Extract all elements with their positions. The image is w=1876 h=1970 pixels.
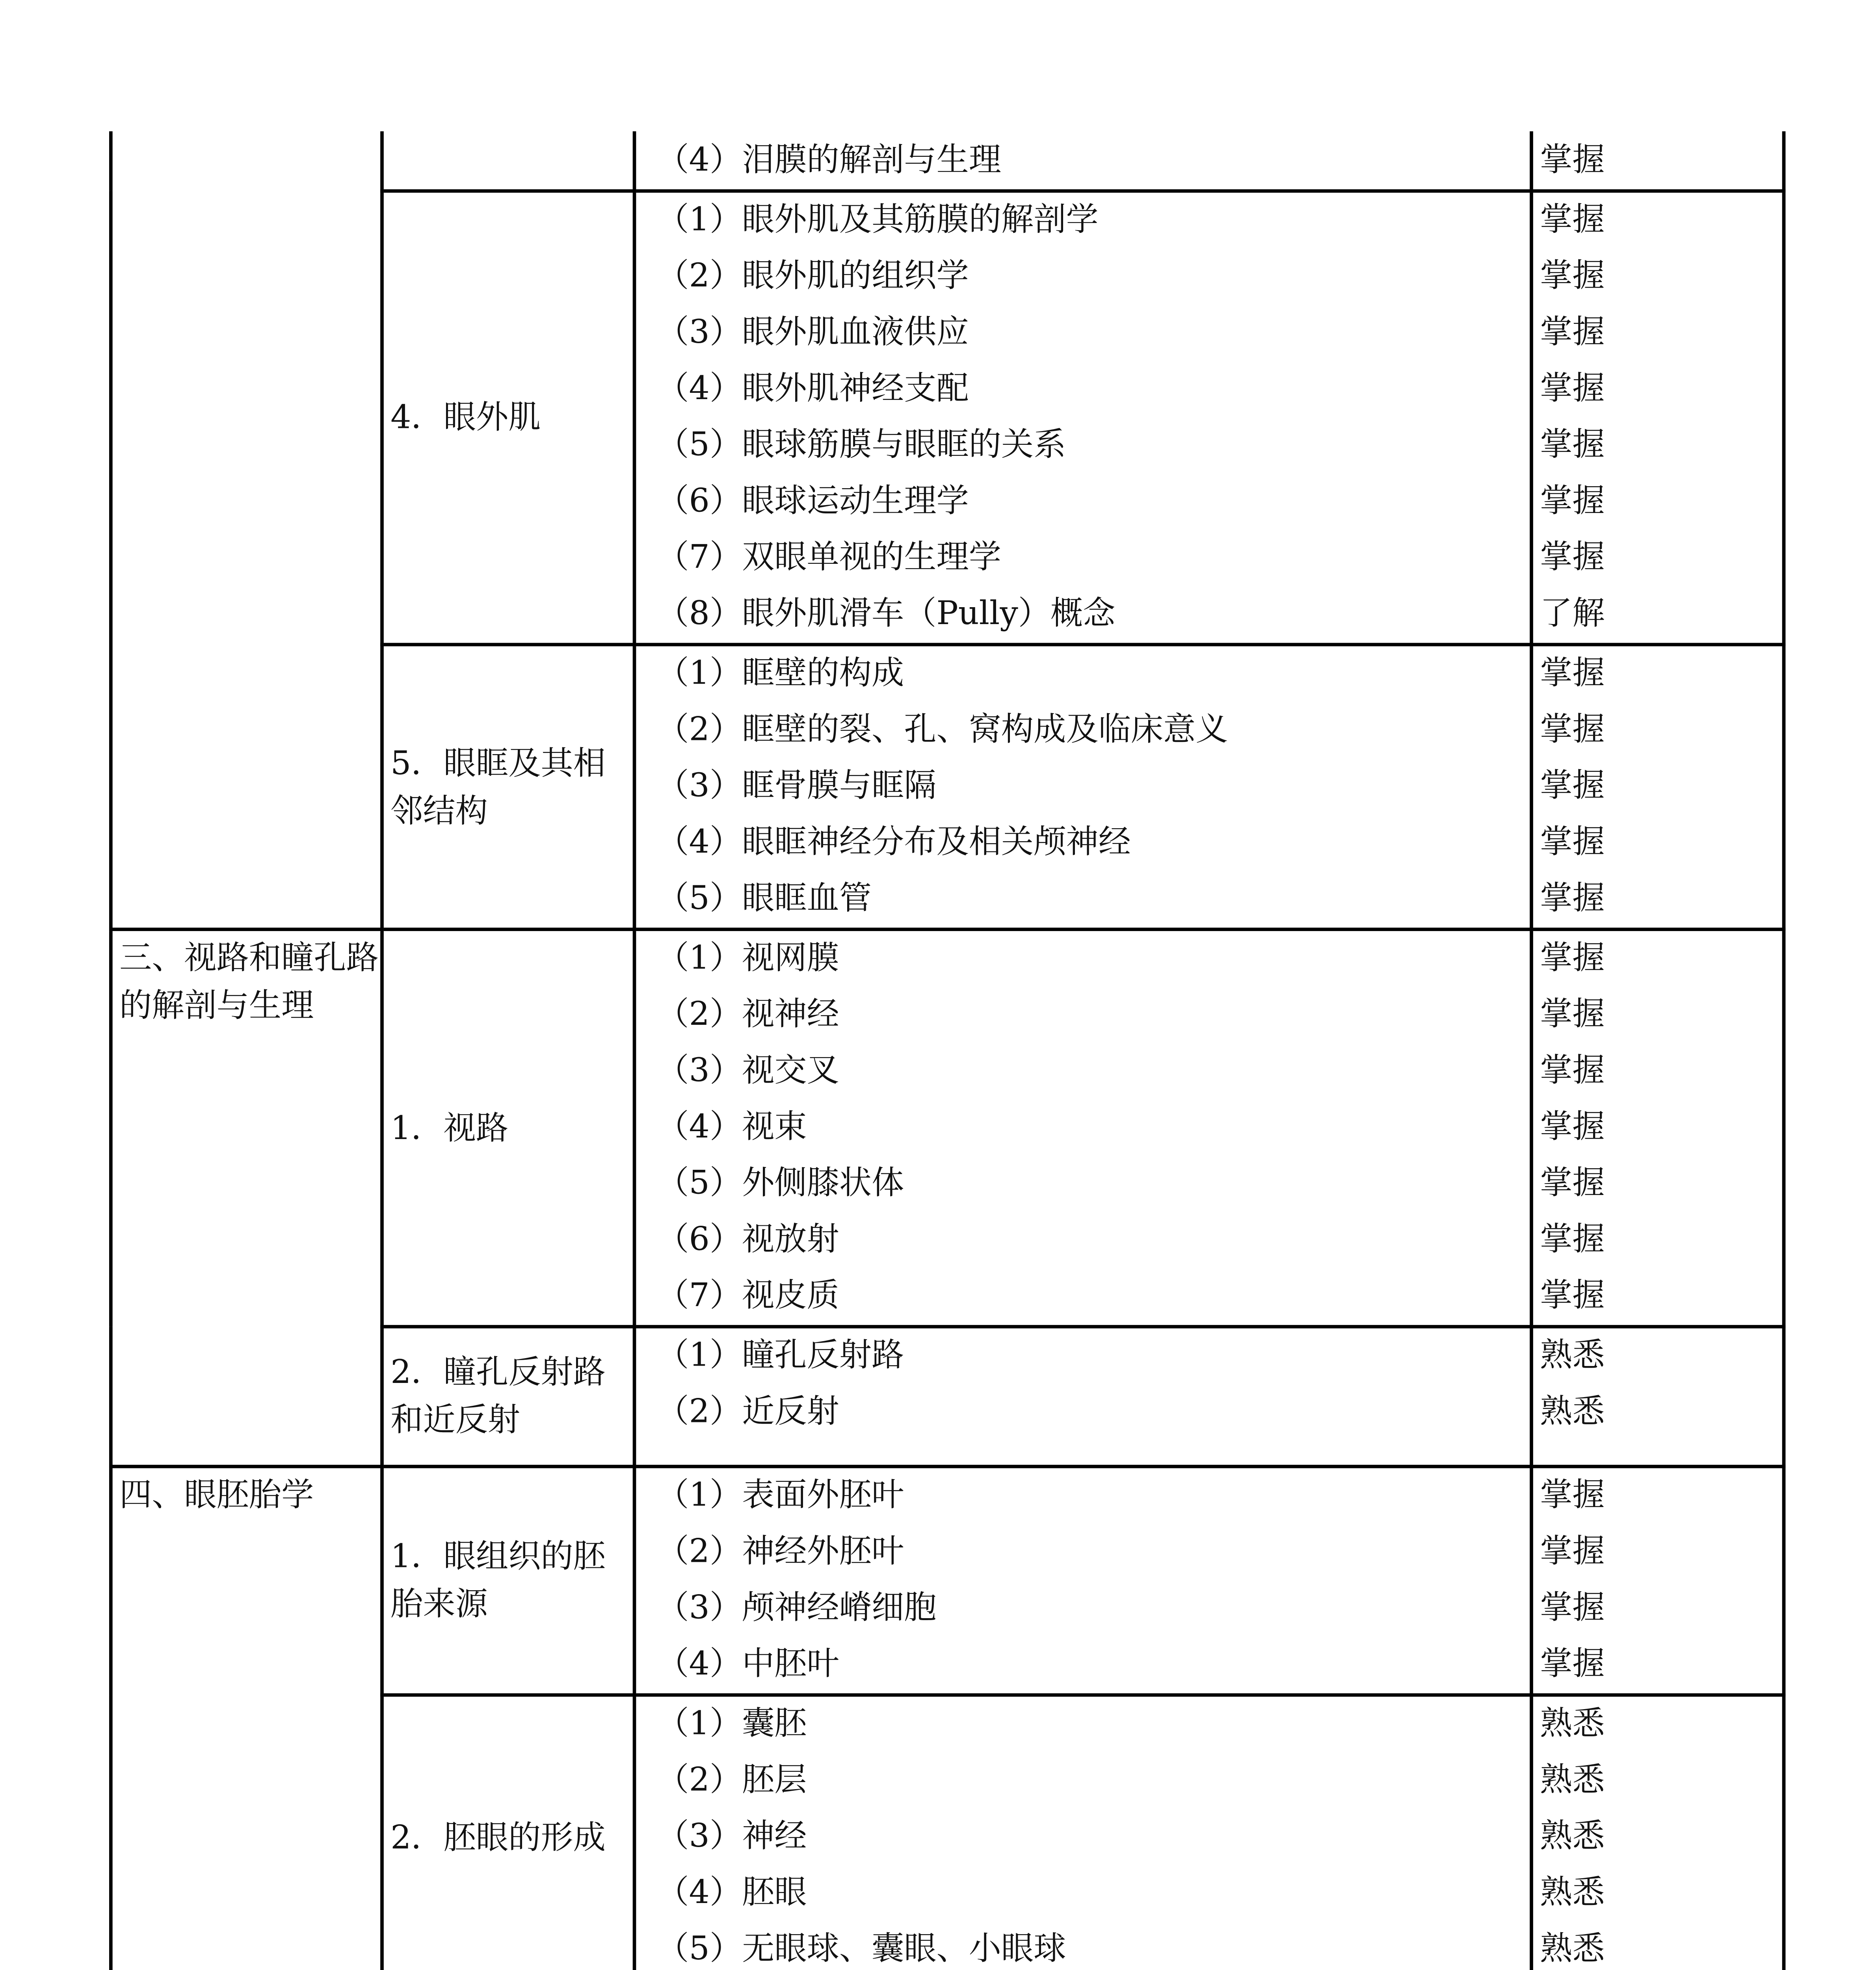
topic-item: （1）视网膜 — [656, 939, 839, 977]
topic-item: （4）中胚叶 — [656, 1645, 839, 1683]
table-row — [111, 929, 1784, 1327]
topic-cell — [634, 1466, 1532, 1695]
section-cell — [382, 645, 634, 929]
topic-item: （4）胚眼 — [656, 1874, 807, 1912]
level-item: 掌握 — [1540, 711, 1605, 749]
topic-cell — [634, 131, 1532, 191]
chapter-cell — [111, 929, 382, 1466]
section-cell — [382, 131, 634, 191]
topic-item: （8）眼外肌滑车（Pully）概念 — [656, 595, 1116, 633]
topic-cell — [634, 191, 1532, 645]
level-item: 熟悉 — [1540, 1874, 1605, 1912]
topic-item: （3）眶骨膜与眶隔 — [656, 767, 937, 805]
topic-item: （5）眼球筋膜与眼眶的关系 — [656, 426, 1066, 464]
level-item: 掌握 — [1540, 1589, 1605, 1627]
topic-item: （1）表面外胚叶 — [656, 1477, 904, 1515]
level-item: 掌握 — [1540, 996, 1605, 1033]
level-item: 掌握 — [1540, 141, 1605, 178]
topic-item: （1）眼外肌及其筋膜的解剖学 — [656, 201, 1099, 239]
chapter-label: 四、眼胚胎学 — [119, 1477, 314, 1515]
level-item: 掌握 — [1540, 1165, 1605, 1202]
topic-cell — [634, 1327, 1532, 1466]
level-item: 掌握 — [1540, 823, 1605, 861]
topic-item: （4）视束 — [656, 1108, 807, 1146]
level-item: 熟悉 — [1540, 1705, 1605, 1743]
level-item: 掌握 — [1540, 654, 1605, 693]
topic-item: （2）神经外胚叶 — [656, 1533, 904, 1571]
table-row — [111, 1466, 1784, 1695]
level-item: 掌握 — [1540, 201, 1605, 239]
topic-item: （5）外侧膝状体 — [656, 1165, 904, 1202]
level-item: 掌握 — [1540, 1052, 1605, 1090]
level-item: 掌握 — [1540, 1477, 1605, 1515]
topic-item: （1）囊胚 — [656, 1705, 807, 1743]
level-item: 掌握 — [1540, 939, 1605, 977]
chapter-label: 三、视路和瞳孔路的解剖与生理 — [119, 939, 379, 1025]
level-item: 掌握 — [1540, 370, 1605, 408]
level-item: 熟悉 — [1540, 1393, 1605, 1431]
topic-item: （5）无眼球、囊眼、小眼球 — [656, 1930, 1066, 1968]
section-cell — [382, 1466, 634, 1695]
topic-item: （3）视交叉 — [656, 1052, 839, 1090]
topic-item: （2）胚层 — [656, 1761, 807, 1799]
section-label: 2．胚眼的形成 — [390, 1818, 606, 1857]
chapter-cell — [111, 131, 382, 929]
topic-cell — [634, 645, 1532, 929]
level-cell — [1532, 645, 1784, 929]
topic-item: （6）眼球运动生理学 — [656, 482, 969, 520]
table-row — [111, 131, 1784, 191]
topic-item: （3）颅神经嵴细胞 — [656, 1589, 937, 1627]
level-item: 掌握 — [1540, 1533, 1605, 1571]
section-cell — [382, 191, 634, 645]
topic-cell — [634, 1695, 1532, 1970]
topic-item: （3）神经 — [656, 1818, 807, 1855]
section-label: 2．瞳孔反射路和近反射 — [390, 1354, 606, 1439]
section-label: 5．眼眶及其相邻结构 — [390, 744, 606, 830]
topic-item: （2）视神经 — [656, 996, 839, 1033]
level-item: 掌握 — [1540, 539, 1605, 576]
level-item: 掌握 — [1540, 257, 1605, 295]
level-cell — [1532, 1695, 1784, 1970]
level-item: 熟悉 — [1540, 1818, 1605, 1855]
topic-item: （1）瞳孔反射路 — [656, 1337, 904, 1375]
level-cell — [1532, 1327, 1784, 1466]
level-item: 掌握 — [1540, 880, 1605, 918]
topic-item: （4）眼眶神经分布及相关颅神经 — [656, 823, 1131, 861]
topic-item: （3）眼外肌血液供应 — [656, 314, 969, 351]
level-item: 掌握 — [1540, 314, 1605, 351]
topic-item: （5）眼眶血管 — [656, 880, 872, 918]
level-cell — [1532, 191, 1784, 645]
topic-item: （2）眼外肌的组织学 — [656, 257, 969, 295]
topic-item: （2）近反射 — [656, 1393, 839, 1431]
section-label: 4．眼外肌 — [390, 399, 541, 437]
level-item: 掌握 — [1540, 1277, 1605, 1315]
topic-item: （2）眶壁的裂、孔、窝构成及临床意义 — [656, 711, 1228, 749]
level-item: 掌握 — [1540, 426, 1605, 464]
level-item: 掌握 — [1540, 1221, 1605, 1259]
level-item: 熟悉 — [1540, 1337, 1605, 1375]
topic-cell — [634, 929, 1532, 1327]
level-item: 熟悉 — [1540, 1930, 1605, 1968]
level-item: 掌握 — [1540, 482, 1605, 520]
level-cell — [1532, 1466, 1784, 1695]
level-item: 熟悉 — [1540, 1761, 1605, 1799]
outline-table — [109, 131, 1785, 1970]
level-item: 掌握 — [1540, 767, 1605, 805]
topic-item: （4）眼外肌神经支配 — [656, 370, 969, 408]
level-item: 了解 — [1540, 595, 1605, 633]
topic-item: （7）双眼单视的生理学 — [656, 539, 1001, 576]
topic-item: （7）视皮质 — [656, 1277, 839, 1315]
section-cell — [382, 1695, 634, 1970]
level-cell — [1532, 131, 1784, 191]
level-item: 掌握 — [1540, 1108, 1605, 1146]
section-label: 1．眼组织的胚胎来源 — [390, 1538, 606, 1624]
section-cell — [382, 929, 634, 1327]
level-item: 掌握 — [1540, 1645, 1605, 1683]
section-label: 1．视路 — [390, 1109, 509, 1147]
chapter-cell — [111, 1466, 382, 1970]
level-cell — [1532, 929, 1784, 1327]
topic-item: （4）泪膜的解剖与生理 — [656, 141, 1001, 178]
topic-item: （1）眶壁的构成 — [656, 654, 904, 693]
topic-item: （6）视放射 — [656, 1221, 839, 1259]
section-cell — [382, 1327, 634, 1466]
